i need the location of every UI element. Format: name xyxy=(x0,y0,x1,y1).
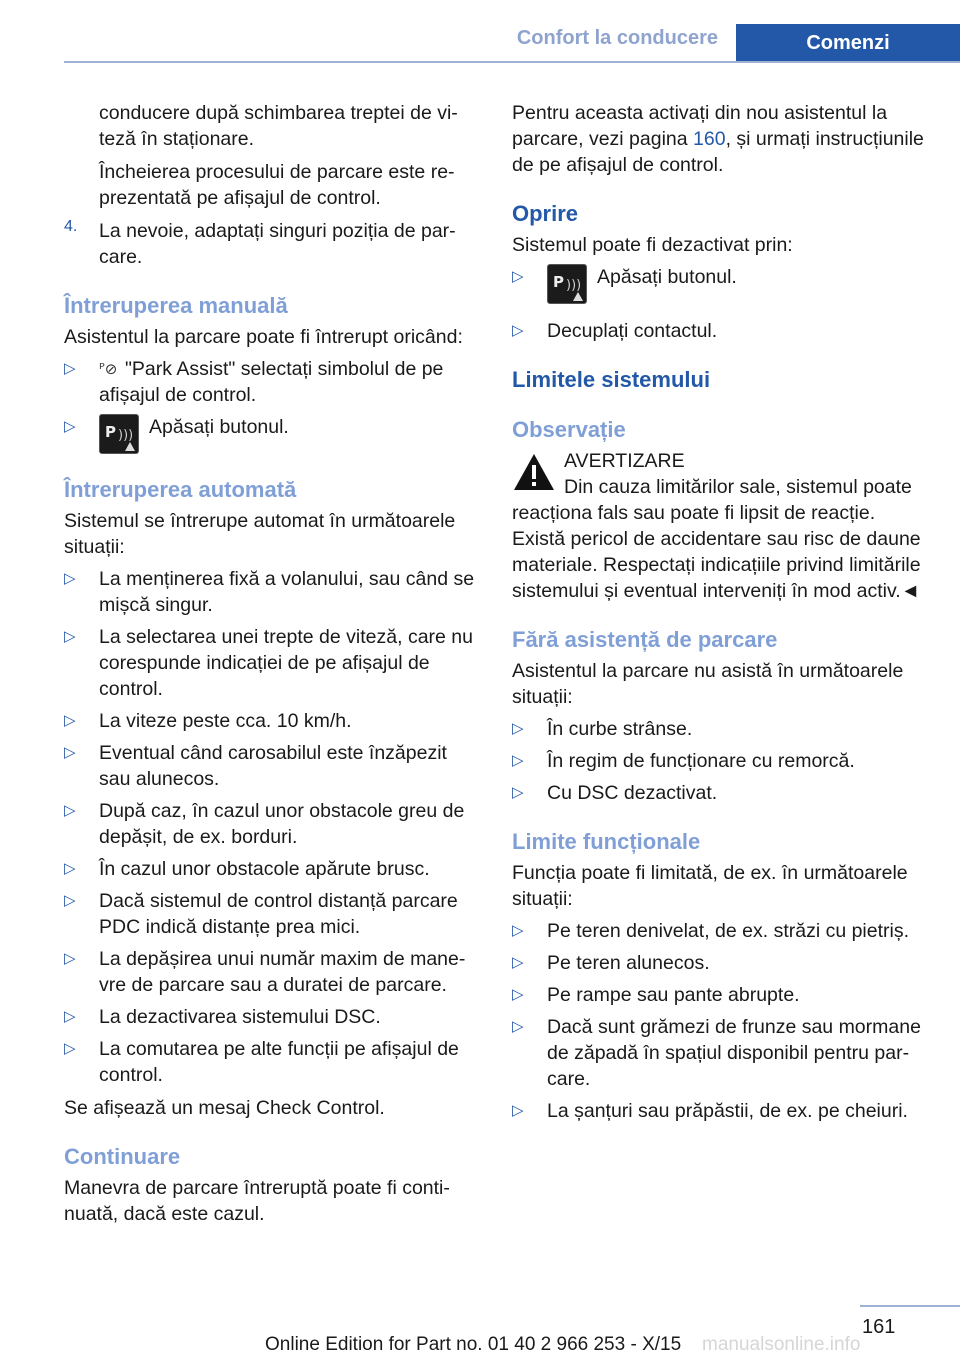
list-item xyxy=(64,356,479,408)
warning-text: Din cauza limitărilor sale, sistemul poate reacționa fals sau poate fi lipsit de reacție. Există pericol de accidentare sau risc de daune materiale. Respectați indicațiile privind limitările sistemului și eventual interveniți în mod activ.◄ xyxy=(512,476,921,602)
list-item: ▷ Cu DSC dezactivat. xyxy=(512,782,718,804)
heading-manual-interrupt: Întreruperea manuală xyxy=(64,293,288,318)
list-item-text: Apăsați butonul. xyxy=(149,416,289,438)
park-assist-button-icon: P ))) xyxy=(547,264,587,304)
chapter-tab[interactable]: Comenzi xyxy=(736,24,960,62)
footer-divider xyxy=(860,1305,960,1307)
list-item: ▷ După caz, în cazul unor obstacole greu de depășit, de ex. borduri. xyxy=(64,800,465,848)
step-number: 4. xyxy=(64,218,78,235)
list-item: ▷ În regim de funcționare cu remorcă. xyxy=(512,750,855,772)
bullet-icon: ▷ xyxy=(64,360,76,377)
list-item: ▷ În cazul unor obstacole apărute brusc. xyxy=(64,858,430,880)
bullet-icon: ▷ xyxy=(512,986,524,1003)
auto-list xyxy=(64,566,479,1088)
bullet-icon: ▷ xyxy=(64,628,76,645)
list-item: ▷ La menținerea fixă a volanului, sau când se mișcă singur. xyxy=(64,568,475,616)
warning-box xyxy=(512,448,930,604)
no-assist-list xyxy=(512,716,930,806)
bullet-icon: ▷ xyxy=(64,950,76,967)
bullet-icon: ▷ xyxy=(512,720,524,737)
heading-system-limits: Limitele sistemului xyxy=(512,367,711,392)
bullet-icon: ▷ xyxy=(512,268,524,285)
bullet-icon: ▷ xyxy=(512,784,524,801)
functional-limits-list xyxy=(512,918,930,1124)
list-item: ▷ La viteze peste cca. 10 km/h. xyxy=(64,710,352,732)
paragraph: Manevra de parcare întreruptă poate fi continuată, dacă este cazul. xyxy=(64,1177,450,1225)
bullet-icon: ▷ xyxy=(64,1008,76,1025)
heading-functional-limits: Limite funcționale xyxy=(512,829,701,854)
manual-list xyxy=(64,356,479,454)
step-4 xyxy=(64,218,479,270)
list-item: ▷ La șanțuri sau prăpăstii, de ex. pe cheiuri. xyxy=(512,1100,908,1122)
step-text: La nevoie, adaptați singuri poziția de parcare. xyxy=(99,220,456,268)
paragraph: Asistentul la parcare poate fi întrerupt oricând: xyxy=(64,326,463,348)
header-divider xyxy=(64,61,960,63)
bullet-icon: ▷ xyxy=(64,570,76,587)
bullet-icon: ▷ xyxy=(64,802,76,819)
page-link[interactable]: 160 xyxy=(693,128,726,150)
paragraph: Asistentul la parcare nu asistă în următoarele situații: xyxy=(512,660,904,708)
list-item: ▷ Eventual când carosabilul este înzăpezit sau alunecos. xyxy=(64,742,447,790)
list-item-text: "Park Assist" selectați simbolul de pe afișajul de control. xyxy=(99,358,444,406)
paragraph: Pentru aceasta activați din nou asistentul la parcare, vezi pagina 160, și urmați instrucțiunile de pe afișajul de control. xyxy=(512,102,924,176)
page-number: 161 xyxy=(862,1316,896,1338)
list-item: ▷ La comutarea pe alte funcții pe afișajul de control. xyxy=(64,1038,459,1086)
warning-label: AVERTIZARE xyxy=(564,450,685,472)
bullet-icon: ▷ xyxy=(64,892,76,909)
list-item: ▷ La depășirea unui număr maxim de manevre de parcare sau a duratei de parcare. xyxy=(64,948,466,996)
bullet-icon: ▷ xyxy=(512,752,524,769)
paragraph: Sistemul poate fi dezactivat prin: xyxy=(512,234,793,256)
bullet-icon: ▷ xyxy=(64,418,76,435)
list-item: ▷ Decuplați contactul. xyxy=(512,320,718,342)
list-item xyxy=(512,264,930,304)
bullet-icon: ▷ xyxy=(64,744,76,761)
bullet-icon: ▷ xyxy=(64,860,76,877)
list-item xyxy=(64,414,479,454)
paragraph: conducere după schimbarea treptei de viteză în staționare. xyxy=(99,102,458,150)
heading-no-assist: Fără asistență de parcare xyxy=(512,627,778,652)
paragraph: Încheierea procesului de parcare este reprezentată pe afișajul de control. xyxy=(99,161,455,209)
bullet-icon: ▷ xyxy=(512,322,524,339)
section-tab[interactable]: Confort la conducere xyxy=(516,27,718,49)
left-column xyxy=(64,100,479,1227)
watermark: manualsonline.info xyxy=(702,1334,861,1355)
heading-auto-interrupt: Întreruperea automată xyxy=(64,477,297,502)
list-item: ▷ Dacă sistemul de control distanță parcare PDC indică distanțe prea mici. xyxy=(64,890,458,938)
list-item-text: Apăsați butonul. xyxy=(597,266,737,288)
bullet-icon: ▷ xyxy=(512,922,524,939)
list-item: ▷ La dezactivarea sistemului DSC. xyxy=(64,1006,381,1028)
list-item: ▷ Pe teren denivelat, de ex. străzi cu pietriș. xyxy=(512,920,910,942)
warning-triangle-icon xyxy=(512,452,556,492)
heading-continue: Continuare xyxy=(64,1144,181,1169)
paragraph: Se afișează un mesaj Check Control. xyxy=(64,1097,385,1119)
list-item: ▷ Pe rampe sau pante abrupte. xyxy=(512,984,800,1006)
right-column xyxy=(512,100,930,1124)
list-item: ▷ La selectarea unei trepte de viteză, care nu corespunde indicației de pe afișajul de control. xyxy=(64,626,473,700)
list-item: ▷ Dacă sunt grămezi de frunze sau mormane de zăpadă în spațiul disponibil pentru parcare. xyxy=(512,1016,921,1090)
stop-list xyxy=(512,264,930,344)
paragraph: Funcția poate fi limitată, de ex. în următoarele situații: xyxy=(512,862,908,910)
park-assist-button-icon: P ))) xyxy=(99,414,139,454)
edition-note: Online Edition for Part no. 01 40 2 966 253 - X/15 xyxy=(265,1334,682,1355)
bullet-icon: ▷ xyxy=(512,1018,524,1035)
bullet-icon: ▷ xyxy=(64,1040,76,1057)
paragraph: Sistemul se întrerupe automat în următoarele situații: xyxy=(64,510,456,558)
park-assist-icon: ᴾ⊘ xyxy=(99,360,118,378)
list-item: ▷ În curbe strânse. xyxy=(512,718,693,740)
bullet-icon: ▷ xyxy=(512,954,524,971)
bullet-icon: ▷ xyxy=(512,1102,524,1119)
bullet-icon: ▷ xyxy=(64,712,76,729)
heading-note: Observație xyxy=(512,417,626,442)
list-item: ▷ Pe teren alunecos. xyxy=(512,952,710,974)
heading-stop: Oprire xyxy=(512,201,579,226)
